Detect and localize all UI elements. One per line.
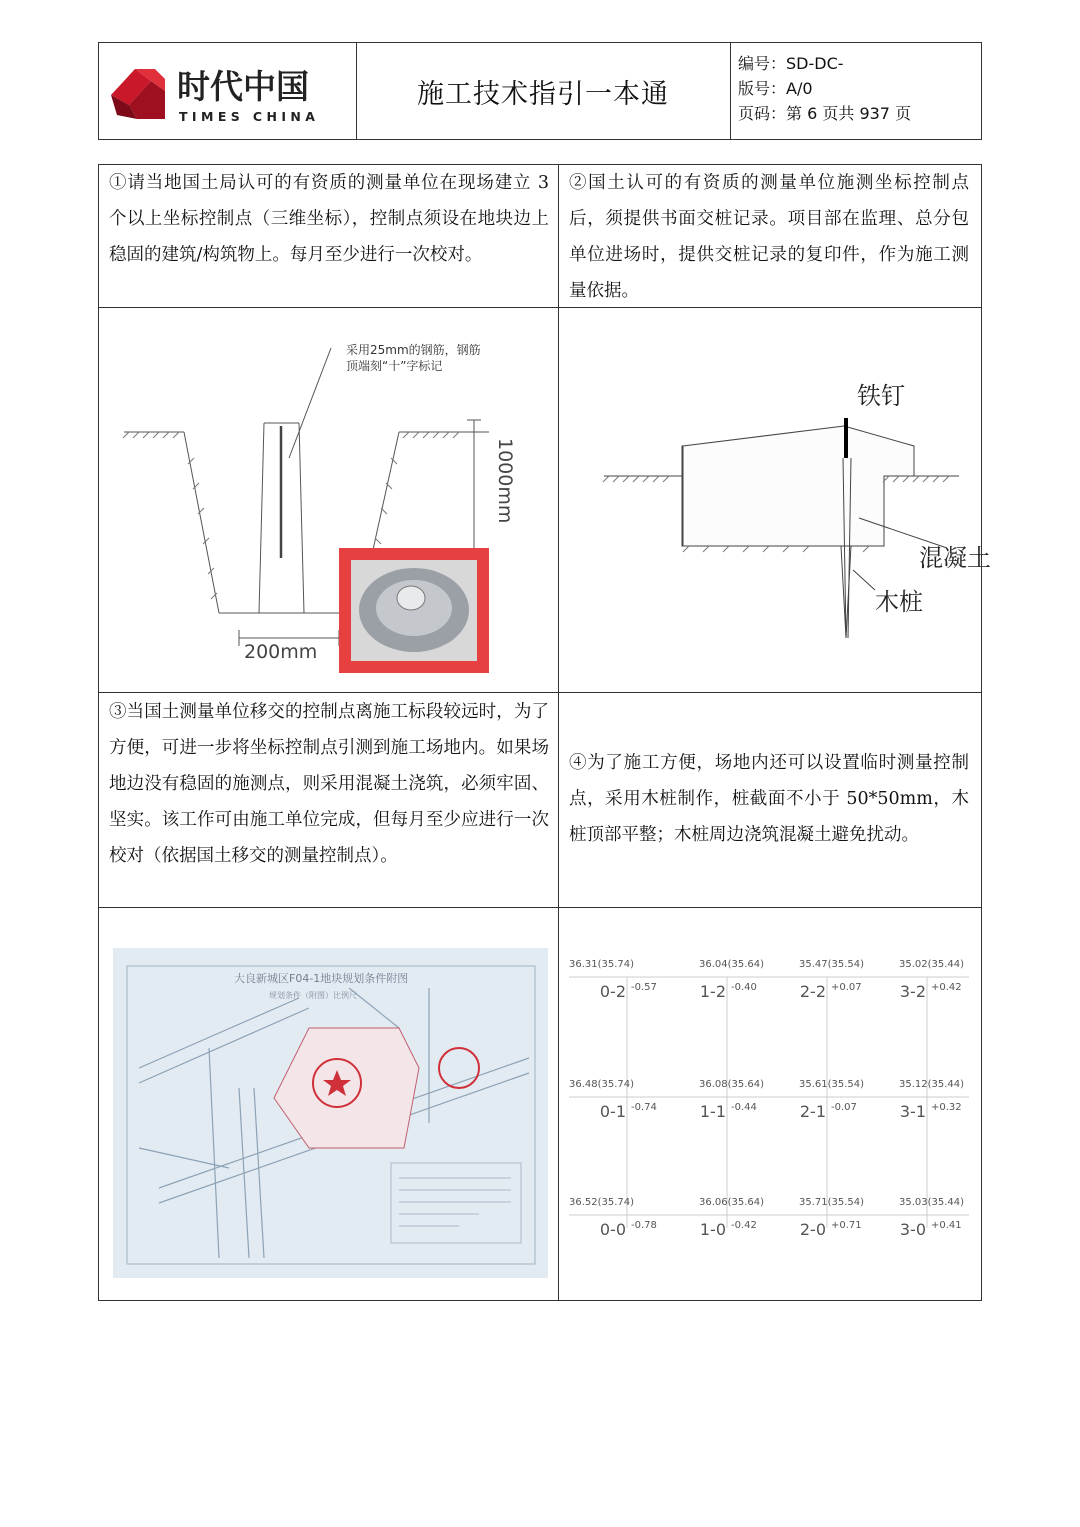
cell-step-4: ④为了施工方便，场地内还可以设置临时测量控制点，采用木桩制作，桩截面不小于 50*50mm，木桩顶部平整；木桩周边浇筑混凝土避免扰动。 (569, 753, 969, 845)
cell-step-3: ③当国土测量单位移交的控制点离施工标段较远时，为了方便，可进一步将坐标控制点引测到施工场地内。如果场地边没有稳固的施测点，则采用混凝土浇筑，必须牢固、坚实。该工作可由施工单位完成，但每月至少应进行一次校对（依据国土移交的测量控制点）。 (109, 702, 549, 866)
grid-diff-label: +0.42 (931, 982, 962, 993)
grid-elevation-label: 36.06(35.64) (699, 1197, 765, 1208)
logo-cell (99, 43, 357, 139)
grid-diff-label: -0.78 (631, 1220, 657, 1231)
grid-point-id: 1-0 (699, 1220, 726, 1239)
grid-diff-label: +0.32 (931, 1102, 962, 1113)
doc-code: 编号：SD-DC- (738, 54, 844, 73)
doc-version: 版号：A/0 (738, 79, 813, 98)
grid-elevation-label: 36.04(35.64) (699, 959, 765, 970)
fig2-concrete-label: 混凝土 (919, 544, 991, 572)
survey-marker-photo (339, 548, 489, 673)
grid-diff-label: -0.42 (731, 1220, 757, 1231)
times-china-logo (99, 43, 356, 139)
grid-elevation-label: 35.02(35.44) (899, 959, 965, 970)
grid-point-id: 3-1 (899, 1102, 926, 1121)
grid-diff-label: -0.40 (731, 982, 757, 993)
grid-point-id: 0-0 (599, 1220, 626, 1239)
grid-diff-label: -0.74 (631, 1102, 657, 1113)
grid-point-id: 2-1 (799, 1102, 826, 1121)
grid-point-id: 3-2 (899, 982, 926, 1001)
fig3-map-title: 大良新城区F04-1地块规划条件附图 (234, 972, 409, 985)
logo-en-text: TIMES CHINA (179, 109, 320, 124)
grid-elevation-label: 35.12(35.44) (899, 1079, 965, 1090)
cell-step-1: ①请当地国土局认可的有资质的测量单位在现场建立 3 个以上坐标控制点（三维坐标），控制点须设在地块边上稳固的建筑/构筑物上。每月至少进行一次校对。 (109, 173, 549, 265)
document-title: 施工技术指引一本通 (356, 43, 731, 139)
grid-point-id: 2-0 (799, 1220, 826, 1239)
grid-elevation-label: 36.48(35.74) (569, 1079, 635, 1090)
grid-elevation-label: 36.31(35.74) (569, 959, 635, 970)
wooden-stake-figure (559, 308, 991, 692)
grid-point-id: 1-1 (699, 1102, 726, 1121)
grid-diff-label: +0.71 (831, 1220, 862, 1231)
grid-elevation-label: 36.52(35.74) (569, 1197, 635, 1208)
grid-elevation-label: 35.71(35.54) (799, 1197, 865, 1208)
content-table (98, 164, 991, 1301)
fig1-dim-height: 1000mm (494, 438, 516, 524)
grid-diff-label: +0.41 (931, 1220, 962, 1231)
elevation-grid-figure (559, 908, 981, 1300)
grid-point-id: 0-1 (599, 1102, 626, 1121)
document-meta (731, 51, 988, 126)
document-header (98, 42, 982, 140)
planning-map-figure (99, 908, 558, 1300)
doc-page: 页码：第 6 页共 937 页 (738, 104, 912, 123)
grid-elevation-label: 35.61(35.54) (799, 1079, 865, 1090)
control-point-pit-figure (99, 308, 558, 692)
fig2-stake-label: 木桩 (875, 588, 923, 616)
fig1-dim-width: 200mm (244, 641, 318, 663)
fig2-nail-label: 铁钉 (857, 382, 905, 410)
grid-diff-label: -0.07 (831, 1102, 857, 1113)
logo-cn-text: 时代中国 (177, 67, 309, 106)
grid-labels (569, 959, 964, 1239)
grid-elevation-label: 35.03(35.44) (899, 1197, 965, 1208)
grid-diff-label: +0.07 (831, 982, 862, 993)
grid-diff-label: -0.57 (631, 982, 657, 993)
grid-point-id: 2-2 (799, 982, 826, 1001)
grid-point-id: 3-0 (899, 1220, 926, 1239)
grid-elevation-label: 36.08(35.64) (699, 1079, 765, 1090)
grid-elevation-label: 35.47(35.54) (799, 959, 865, 970)
grid-point-id: 0-2 (599, 982, 626, 1001)
grid-point-id: 1-2 (699, 982, 726, 1001)
fig1-note-line2: 顶端刻“十”字标记 (346, 359, 443, 373)
grid-diff-label: -0.44 (731, 1102, 757, 1113)
fig1-note-line1: 采用25mm的钢筋，钢筋 (346, 343, 481, 357)
fig3-map-subtitle: 规划条件（附图）比例尺 (269, 991, 357, 1000)
cell-step-2: ②国土认可的有资质的测量单位施测坐标控制点后，须提供书面交桩记录。项目部在监理、总分包单位进场时，提供交桩记录的复印件，作为施工测量依据。 (569, 173, 969, 301)
